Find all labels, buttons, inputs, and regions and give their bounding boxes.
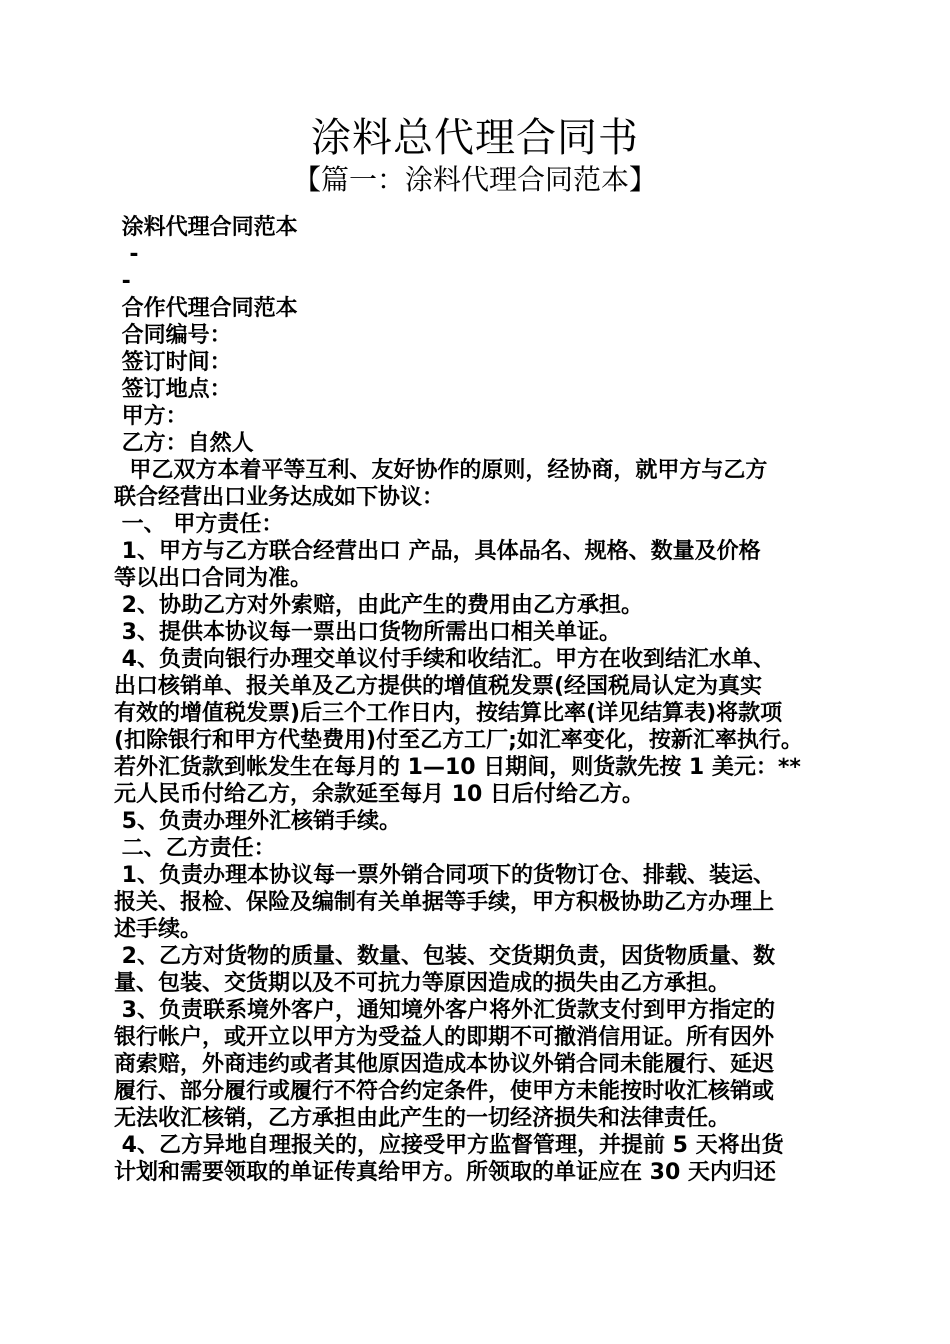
party-a-field: 甲方： [114,404,188,429]
text-line: - [114,269,131,294]
paragraph-line: 无法收汇核销，乙方承担由此产生的一切经济损失和法律责任。 [114,1106,731,1131]
document-subtitle: 【篇一：涂料代理合同范本】 [292,163,657,196]
paragraph-line: 联合经营出口业务达成如下协议： [114,485,445,510]
paragraph-line: 若外汇货款到帐发生在每月的 1—10 日期间，则货款先按 1 美元：** [114,755,801,780]
paragraph-line: 履行、部分履行或履行不符合约定条件，使甲方未能按时收汇核销或 [114,1079,775,1104]
paragraph-line: 2、乙方对货物的质量、数量、包装、交货期负责，因货物质量、数 [114,944,775,969]
paragraph-line: 1、甲方与乙方联合经营出口 产品，具体品名、规格、数量及价格 [114,539,761,564]
paragraph-line: 元人民币付给乙方，余款延至每月 10 日后付给乙方。 [114,782,644,807]
paragraph-line: 述手续。 [114,917,203,942]
party-b-field: 乙方：自然人 [114,431,254,456]
paragraph-line: 4、乙方异地自理报关的，应接受甲方监督管理，并提前 5 天将出货 [114,1133,784,1158]
section-heading: 合作代理合同范本 [114,296,298,321]
paragraph-line: 出口核销单、报关单及乙方提供的增值税发票(经国税局认定为真实 [114,674,763,699]
paragraph-line: 2、协助乙方对外索赔，由此产生的费用由乙方承担。 [114,593,643,618]
signing-time-field: 签订时间： [114,350,232,375]
contract-number-field: 合同编号： [114,323,232,348]
paragraph-line: 1、负责办理本协议每一票外销合同项下的货物订仓、排载、装运、 [114,863,775,888]
paragraph-line: 5、负责办理外汇核销手续。 [114,809,401,834]
section-heading: 涂料代理合同范本 [114,215,298,240]
paragraph-line: 甲乙双方本着平等互利、友好协作的原则，经协商，就甲方与乙方 [114,458,768,483]
paragraph-line: 量、包装、交货期以及不可抗力等原因造成的损失由乙方承担。 [114,971,731,996]
paragraph-line: (扣除银行和甲方代垫费用)付至乙方工厂;如汇率变化，按新汇率执行。 [114,728,803,753]
paragraph-line: 计划和需要领取的单证传真给甲方。所领取的单证应在 30 天内归还 [114,1160,776,1185]
section-heading: 一、 甲方责任： [114,512,284,537]
paragraph-line: 商索赔，外商违约或者其他原因造成本协议外销合同未能履行、延迟 [114,1052,775,1077]
paragraph-line: 4、负责向银行办理交单议付手续和收结汇。甲方在收到结汇水单、 [114,647,775,672]
paragraph-line: 3、提供本协议每一票出口货物所需出口相关单证。 [114,620,621,645]
paragraph-line: 报关、报检、保险及编制有关单据等手续，甲方积极协助乙方办理上 [114,890,775,915]
contract-body [114,214,844,1186]
section-heading: 二、乙方责任： [114,836,276,861]
signing-place-field: 签订地点： [114,377,232,402]
paragraph-line: 等以出口合同为准。 [114,566,313,591]
document-title: 涂料总代理合同书 [311,115,639,161]
paragraph-line: 有效的增值税发票)后三个工作日内，按结算比率(详见结算表)将款项 [114,701,783,726]
paragraph-line: 3、负责联系境外客户，通知境外客户将外汇货款支付到甲方指定的 [114,998,775,1023]
paragraph-line: 银行帐户，或开立以甲方为受益人的即期不可撤消信用证。所有因外 [114,1025,775,1050]
text-line: - [114,242,139,267]
